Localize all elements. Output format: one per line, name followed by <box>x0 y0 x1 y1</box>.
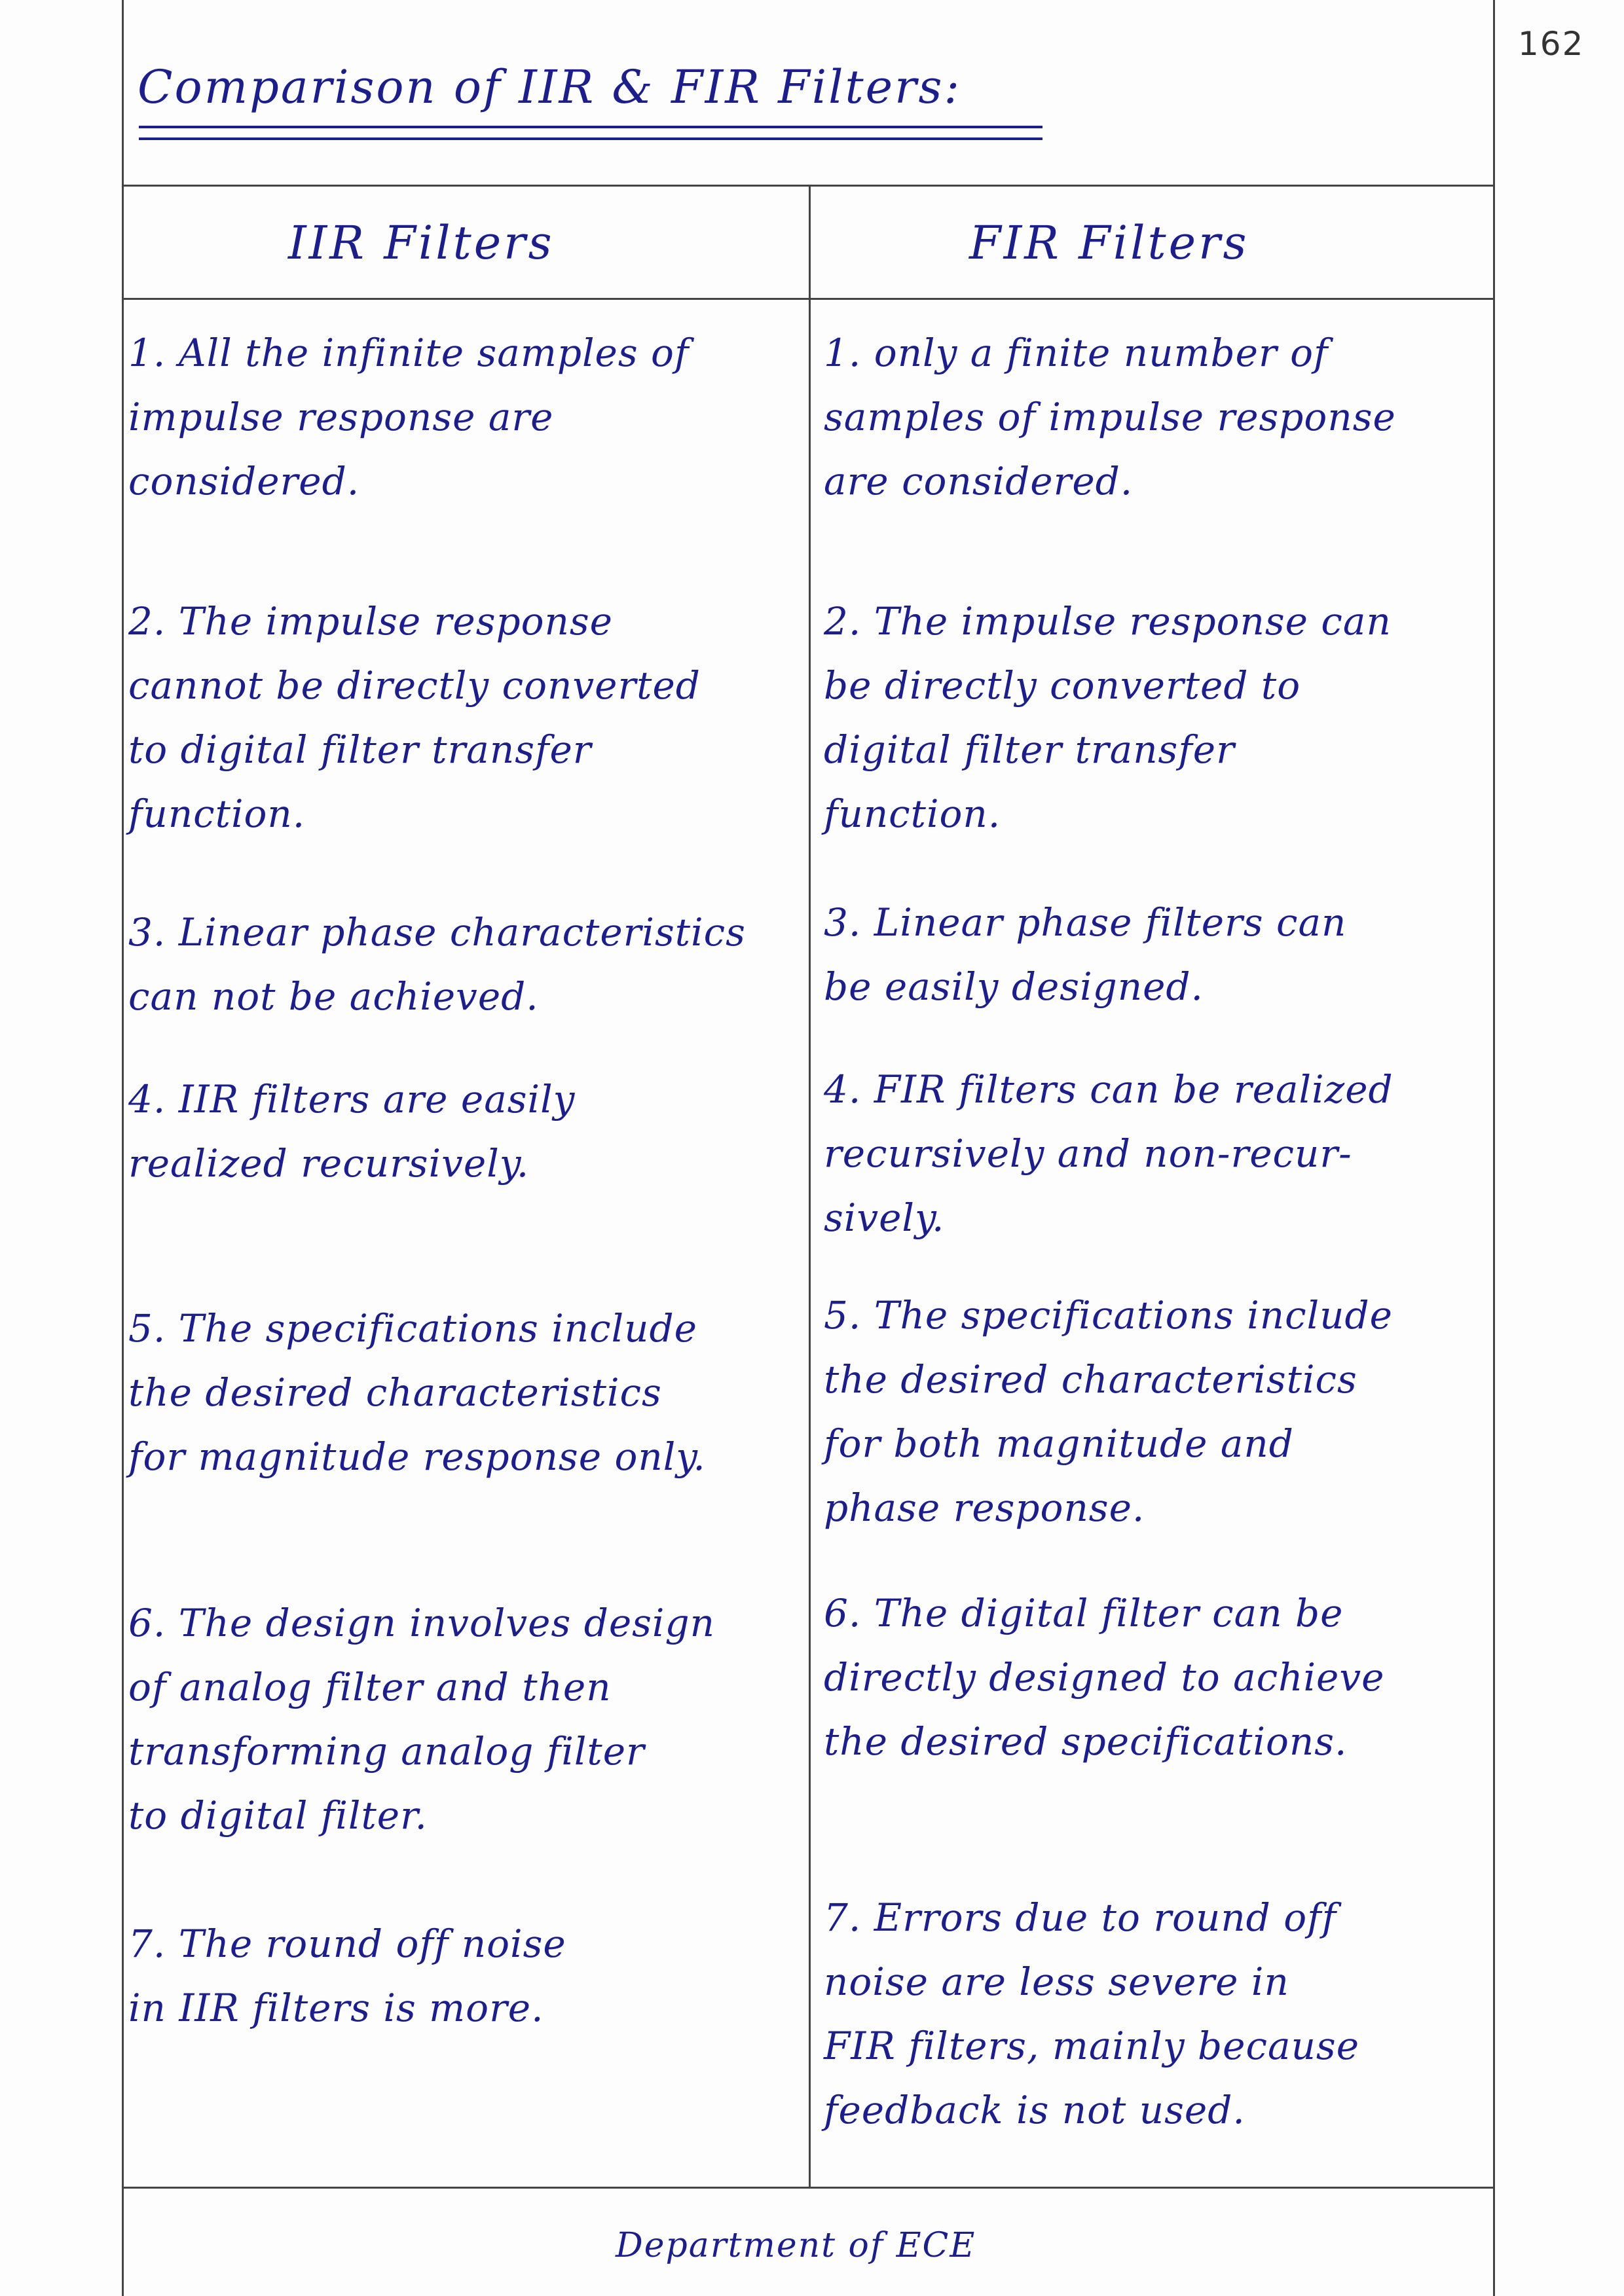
fir-point-4: 4. FIR filters can be realized recursively and non-recur- sively. <box>824 1067 1393 1240</box>
fir-point-3: 3. Linear phase filters can be easily designed. <box>824 900 1347 1009</box>
fir-point-1: 1. only a finite number of samples of impulse response are considered. <box>824 331 1396 503</box>
page-number: 162 <box>1518 25 1585 63</box>
fir-point-7: 7. Errors due to round off noise are less severe in FIR filters, mainly because feedback is not used. <box>824 1895 1360 2132</box>
fir-point-2: 2. The impulse response can be directly converted to digital filter transfer function. <box>824 599 1392 836</box>
iir-point-3: 3. Linear phase characteristics can not be achieved. <box>128 910 746 1019</box>
iir-point-1: 1. All the infinite samples of impulse response are considered. <box>128 331 690 503</box>
left-margin-line <box>122 0 124 2296</box>
page-title: Comparison of IIR & FIR Filters: <box>138 60 962 114</box>
iir-point-7: 7. The round off noise in IIR filters is more. <box>128 1922 566 2030</box>
column-header-fir: FIR Filters <box>969 216 1249 270</box>
fir-point-6: 6. The digital filter can be directly designed to achieve the desired specifications. <box>824 1591 1385 1764</box>
iir-point-6: 6. The design involves design of analog filter and then transforming analog filter to digital filter. <box>128 1601 715 1838</box>
iir-point-5: 5. The specifications include the desired characteristics for magnitude response only. <box>128 1306 706 1479</box>
right-margin-line <box>1493 0 1495 2296</box>
footer-department: Department of ECE <box>616 2226 976 2265</box>
column-header-iir: IIR Filters <box>288 216 555 270</box>
title-underline <box>139 126 1043 128</box>
column-divider <box>809 185 811 2188</box>
fir-point-5: 5. The specifications include the desired characteristics for both magnitude and phase response. <box>824 1293 1393 1530</box>
iir-point-2: 2. The impulse response cannot be directly converted to digital filter transfer function. <box>128 599 701 836</box>
title-underline-second <box>139 137 1043 140</box>
iir-point-4: 4. IIR filters are easily realized recursively. <box>128 1077 576 1186</box>
